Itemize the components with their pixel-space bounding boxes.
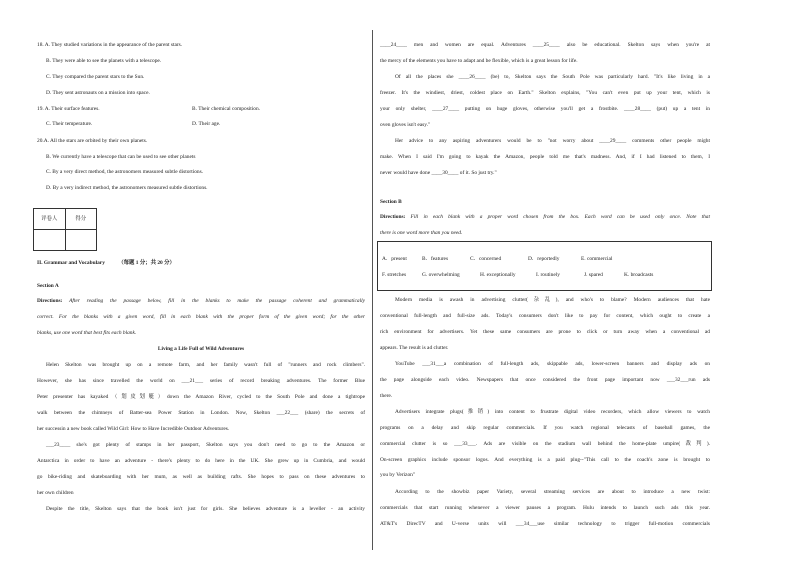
right-line-9: never would have done ____30____ of it. So just try.": [380, 170, 497, 176]
q19-option-c: C. Their temperature.: [46, 121, 93, 127]
word-f: F. stretches: [382, 272, 407, 278]
passage-line-9: her own children: [37, 490, 74, 496]
word-j: J. spared: [584, 272, 603, 278]
q18-option-d: D. They sent astronauts on a mission into space.: [46, 90, 150, 96]
q18-stem: 18. A. They studied variations in the appearance of the parent stars.: [37, 42, 183, 48]
word-g: G. overwhelming: [422, 272, 460, 278]
media-line-1: Modern media is awash in advertising clutter(杂乱), and who's to blame? Modern audiences that hate: [395, 297, 710, 303]
media-line-9: programs on a delay and skip regular commercials. If you watch regional telecasts of baseball games, the: [380, 425, 710, 431]
media-line-11: On-screen graphics include sponsor logos. And everything is a paid plug--"This call to the coach's zone is brought to: [380, 457, 710, 463]
word-k: K. broadcasts: [624, 272, 654, 278]
passage-line-8: go bike-riding and skateboarding with her mum, as well as building rafts. She hopes to pass on these adventures to: [37, 474, 365, 480]
word-c: C．concerned: [470, 256, 502, 262]
media-line-13: According to the showbiz paper Variety, several streaming services are about to introduce a new twist:: [395, 489, 710, 495]
media-line-4: appears. The result is ad clutter.: [380, 345, 449, 351]
column-divider: [372, 30, 373, 550]
passage-title: Living a Life Full of Wild Adventures: [157, 346, 245, 352]
q18-option-c: C. They compared the parent stars to the Sun.: [46, 74, 145, 80]
section-b-directions-1: [380, 214, 710, 221]
media-line-6: the page alongside each video. Newspapers that once considered the front page important now ___32___run ads: [380, 377, 710, 383]
media-line-12: you by Verizon": [380, 472, 416, 478]
section-b-directions-2: there is one word more than you need.: [380, 230, 463, 236]
score-label: 得分: [65, 209, 97, 230]
right-line-8: make. When I said I'm going to kayak the Amazon, people told me that's madness. And, if I had listened to them, I: [380, 154, 710, 160]
right-line-2: the mercy of the elements you have to adapt and be flexible, which is a great lesson for life.: [380, 58, 578, 64]
directions-line-1: [37, 298, 365, 305]
q19-option-a: 19. A. Their surface features.: [37, 106, 100, 112]
media-line-5: YouTube ___31___a combination of full-length ads, skippable ads, lower-screen banners and display ads on: [395, 361, 710, 367]
media-line-3: rich environment for advertisers. Yet these same consumers are prone to click or turn away when a conventional ad: [380, 329, 710, 335]
word-b: B．features: [422, 256, 449, 262]
section-b-label: Section B: [380, 199, 402, 205]
passage-line-4: walk between the chimneys of Batter-sea Power Station in London. Now, Skelton ___22___ (share) the secrets of: [37, 410, 365, 416]
media-line-15: AT&T's DirecTV and U-verse units will ___34___use similar technology to trigger full-motion commercials: [380, 521, 710, 527]
word-i: I. routinely: [536, 272, 560, 278]
directions-line-2: correct. For the blanks with a given word, fill in each blank with the proper form of the given word; for the other: [37, 314, 365, 320]
q19-option-d: D. Their age.: [192, 121, 221, 127]
grader-cell[interactable]: [34, 230, 66, 251]
right-line-5: your only shelter, ____27____ putting on huge gloves, otherwise you'll get a frostbite. ____28____ (put) up a tent in: [380, 106, 710, 112]
passage-line-6: ___23____ she's got plenty of stamps in her passport, Skelton says you don't need to go to the Amazon or: [46, 442, 365, 448]
q20-option-c: C. By a very direct method, the astronomers measured subtle distortions.: [46, 169, 204, 175]
passage-line-2: However, she has since travelled the world on ___21___ series of record breaking adventures. The former Blue: [37, 378, 365, 384]
passage-line-1: Helen Skelton was brought up on a remote farm, and her family wasn't full of "runners and rock climbers".: [46, 362, 365, 368]
media-line-2: conventional full-length and full-size ads. Today's consumers don't like to pay for content, which ought to create a: [380, 313, 710, 319]
media-line-8: Advertisers integrate plugs(推销) into content to frustrate digital video recorders, which allow viewers to watch: [395, 409, 710, 415]
section-a-label: Section A: [37, 283, 59, 289]
word-a: A．present: [382, 256, 407, 262]
directions-label: Directions:: [37, 298, 63, 304]
media-line-7: there.: [380, 393, 393, 399]
passage-line-5: her successin a new book called Wild Girl: How to Have Incredible Outdoor Adventures.: [37, 426, 230, 432]
directions-line-3: blanks, use one word that best fits each blank.: [37, 330, 137, 336]
passage-line-10: Despite the title, Skelton says that the book isn't just for girls. She believes adventure is a leveller - an activity: [46, 506, 365, 512]
right-line-1: ____24____ men and women are equal. Adventures ____25____ also be educational. Skelton says when you're at: [380, 42, 710, 48]
right-line-3: Of all the places she ____26____ (be) to, Skelton says the South Pole was particularly hard. "It's like living in a: [395, 74, 710, 80]
passage-line-3: Peter presenter has kayaked（划皮划艇）down the Amazon River, cycled to the South Pole and done a tightrope: [37, 394, 365, 400]
section-b-directions-text: Fill in each blank with a proper word chosen from the box. Each word can be used only once. Note that: [405, 214, 710, 220]
right-line-7: Her advice to any aspiring adventurers would be to "not worry about ____29____ comments other people might: [395, 138, 710, 144]
section-b-directions-label: Directions:: [380, 214, 406, 220]
section-heading: [37, 260, 175, 267]
section-heading-text: II. Grammar and Vocabulary: [37, 260, 105, 266]
section-points: （每题 1 分；共 20 分）: [118, 260, 175, 266]
word-d: D．reportedly: [528, 256, 560, 262]
right-line-6: oven gloves isn't easy.": [380, 122, 431, 128]
word-h: H. exceptionally: [480, 272, 516, 278]
directions-text-1: After reading the passage below, fill in the blanks to make the passage coherent and grammatically: [62, 298, 365, 304]
q18-option-b: B. They were able to see the planets with a telescope.: [46, 58, 162, 64]
q20-option-d: D. By a very indirect method, the astronomers measured subtle distortions.: [46, 185, 208, 191]
passage-line-7: Antarctica in order to have an adventure - there's plenty to do here in the UK. She grew up in Cumbria, and would: [37, 458, 365, 464]
word-e: E. commercial: [581, 256, 613, 262]
q20-option-b: B. We currently have a telescope that can be used to see other planets: [46, 154, 196, 160]
right-line-4: freezer. It's the windiest, driest, coldest place on Earth." Skelton explains, "You can't even put up your tent, which is: [380, 90, 710, 96]
word-bank-box: [377, 241, 712, 291]
media-line-10: commercial clutter is so ___33___. Ads are visible on the stadium wall behind the home-plate umpire(裁判).: [380, 441, 710, 447]
q20-option-a: 20.A. All the stars are orbited by their own planets.: [37, 138, 148, 144]
media-line-14: commercials that start running whenever a viewer pauses a program. Hulu intends to launch such ads this year.: [380, 505, 710, 511]
grader-label: 评卷人: [34, 209, 66, 230]
score-table: [33, 208, 97, 251]
score-cell[interactable]: [65, 230, 97, 251]
q19-option-b: B. Their chemical composition.: [192, 106, 261, 112]
